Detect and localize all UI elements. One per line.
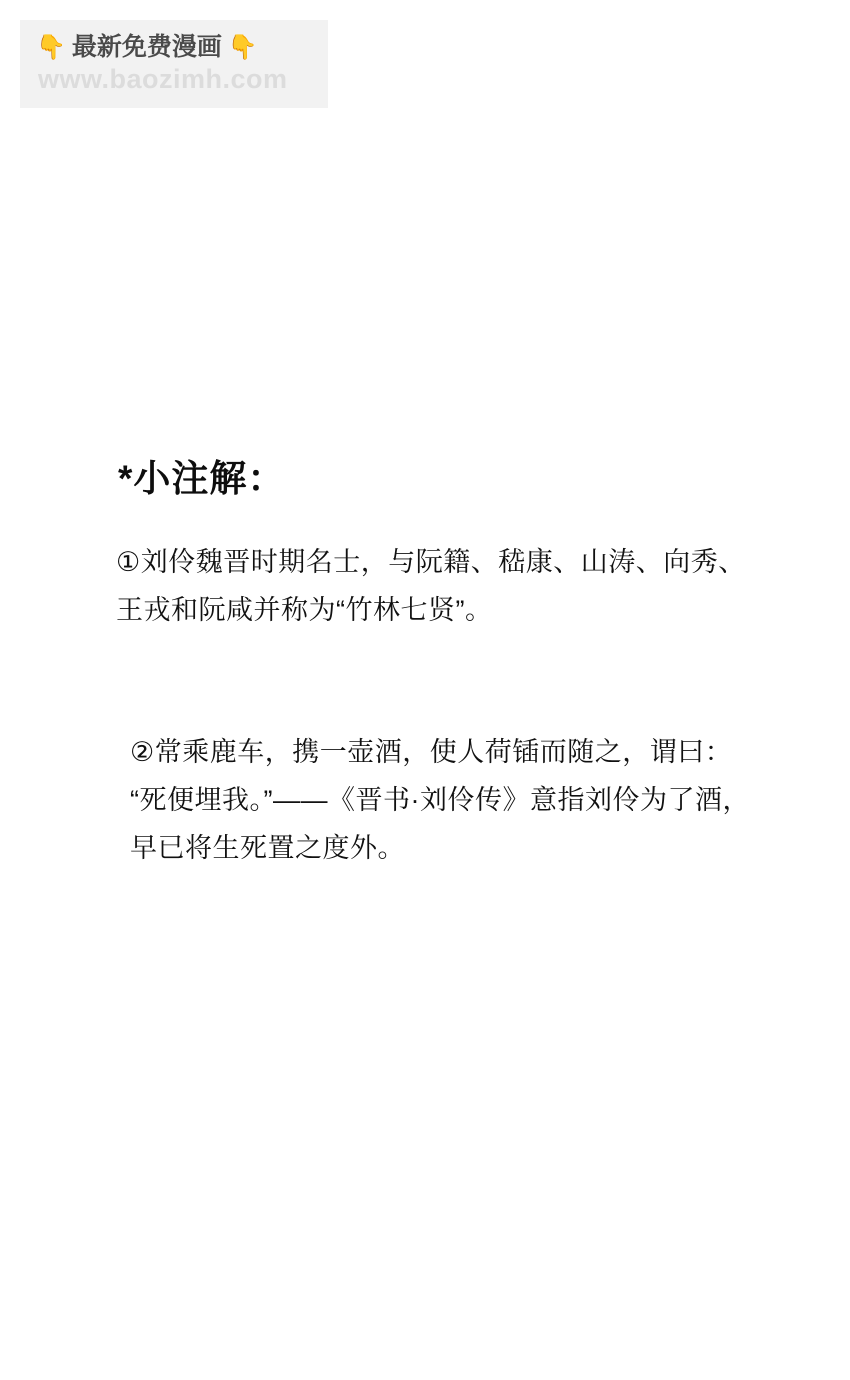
note-title: *小注解： <box>118 458 286 499</box>
down-arrow-right-icon: 👇 <box>227 33 258 61</box>
watermark-url: www.baozimh.com <box>38 64 288 94</box>
watermark-site-label: 最新免费漫画 <box>71 33 222 61</box>
watermark <box>20 20 328 108</box>
note-item-1: ①刘伶魏晋时期名士，与阮籍、嵇康、山涛、向秀、王戎和阮咸并称为“竹林七贤”。 <box>116 547 746 625</box>
watermark-site-line <box>36 35 258 60</box>
note-item-2: ②常乘鹿车，携一壶酒，使人荷锸而随之，谓曰：“死便埋我。”——《晋书·刘伶传》意指刘伶为了酒，早已将生死置之度外。 <box>130 737 750 863</box>
down-arrow-left-icon: 👇 <box>36 33 66 61</box>
